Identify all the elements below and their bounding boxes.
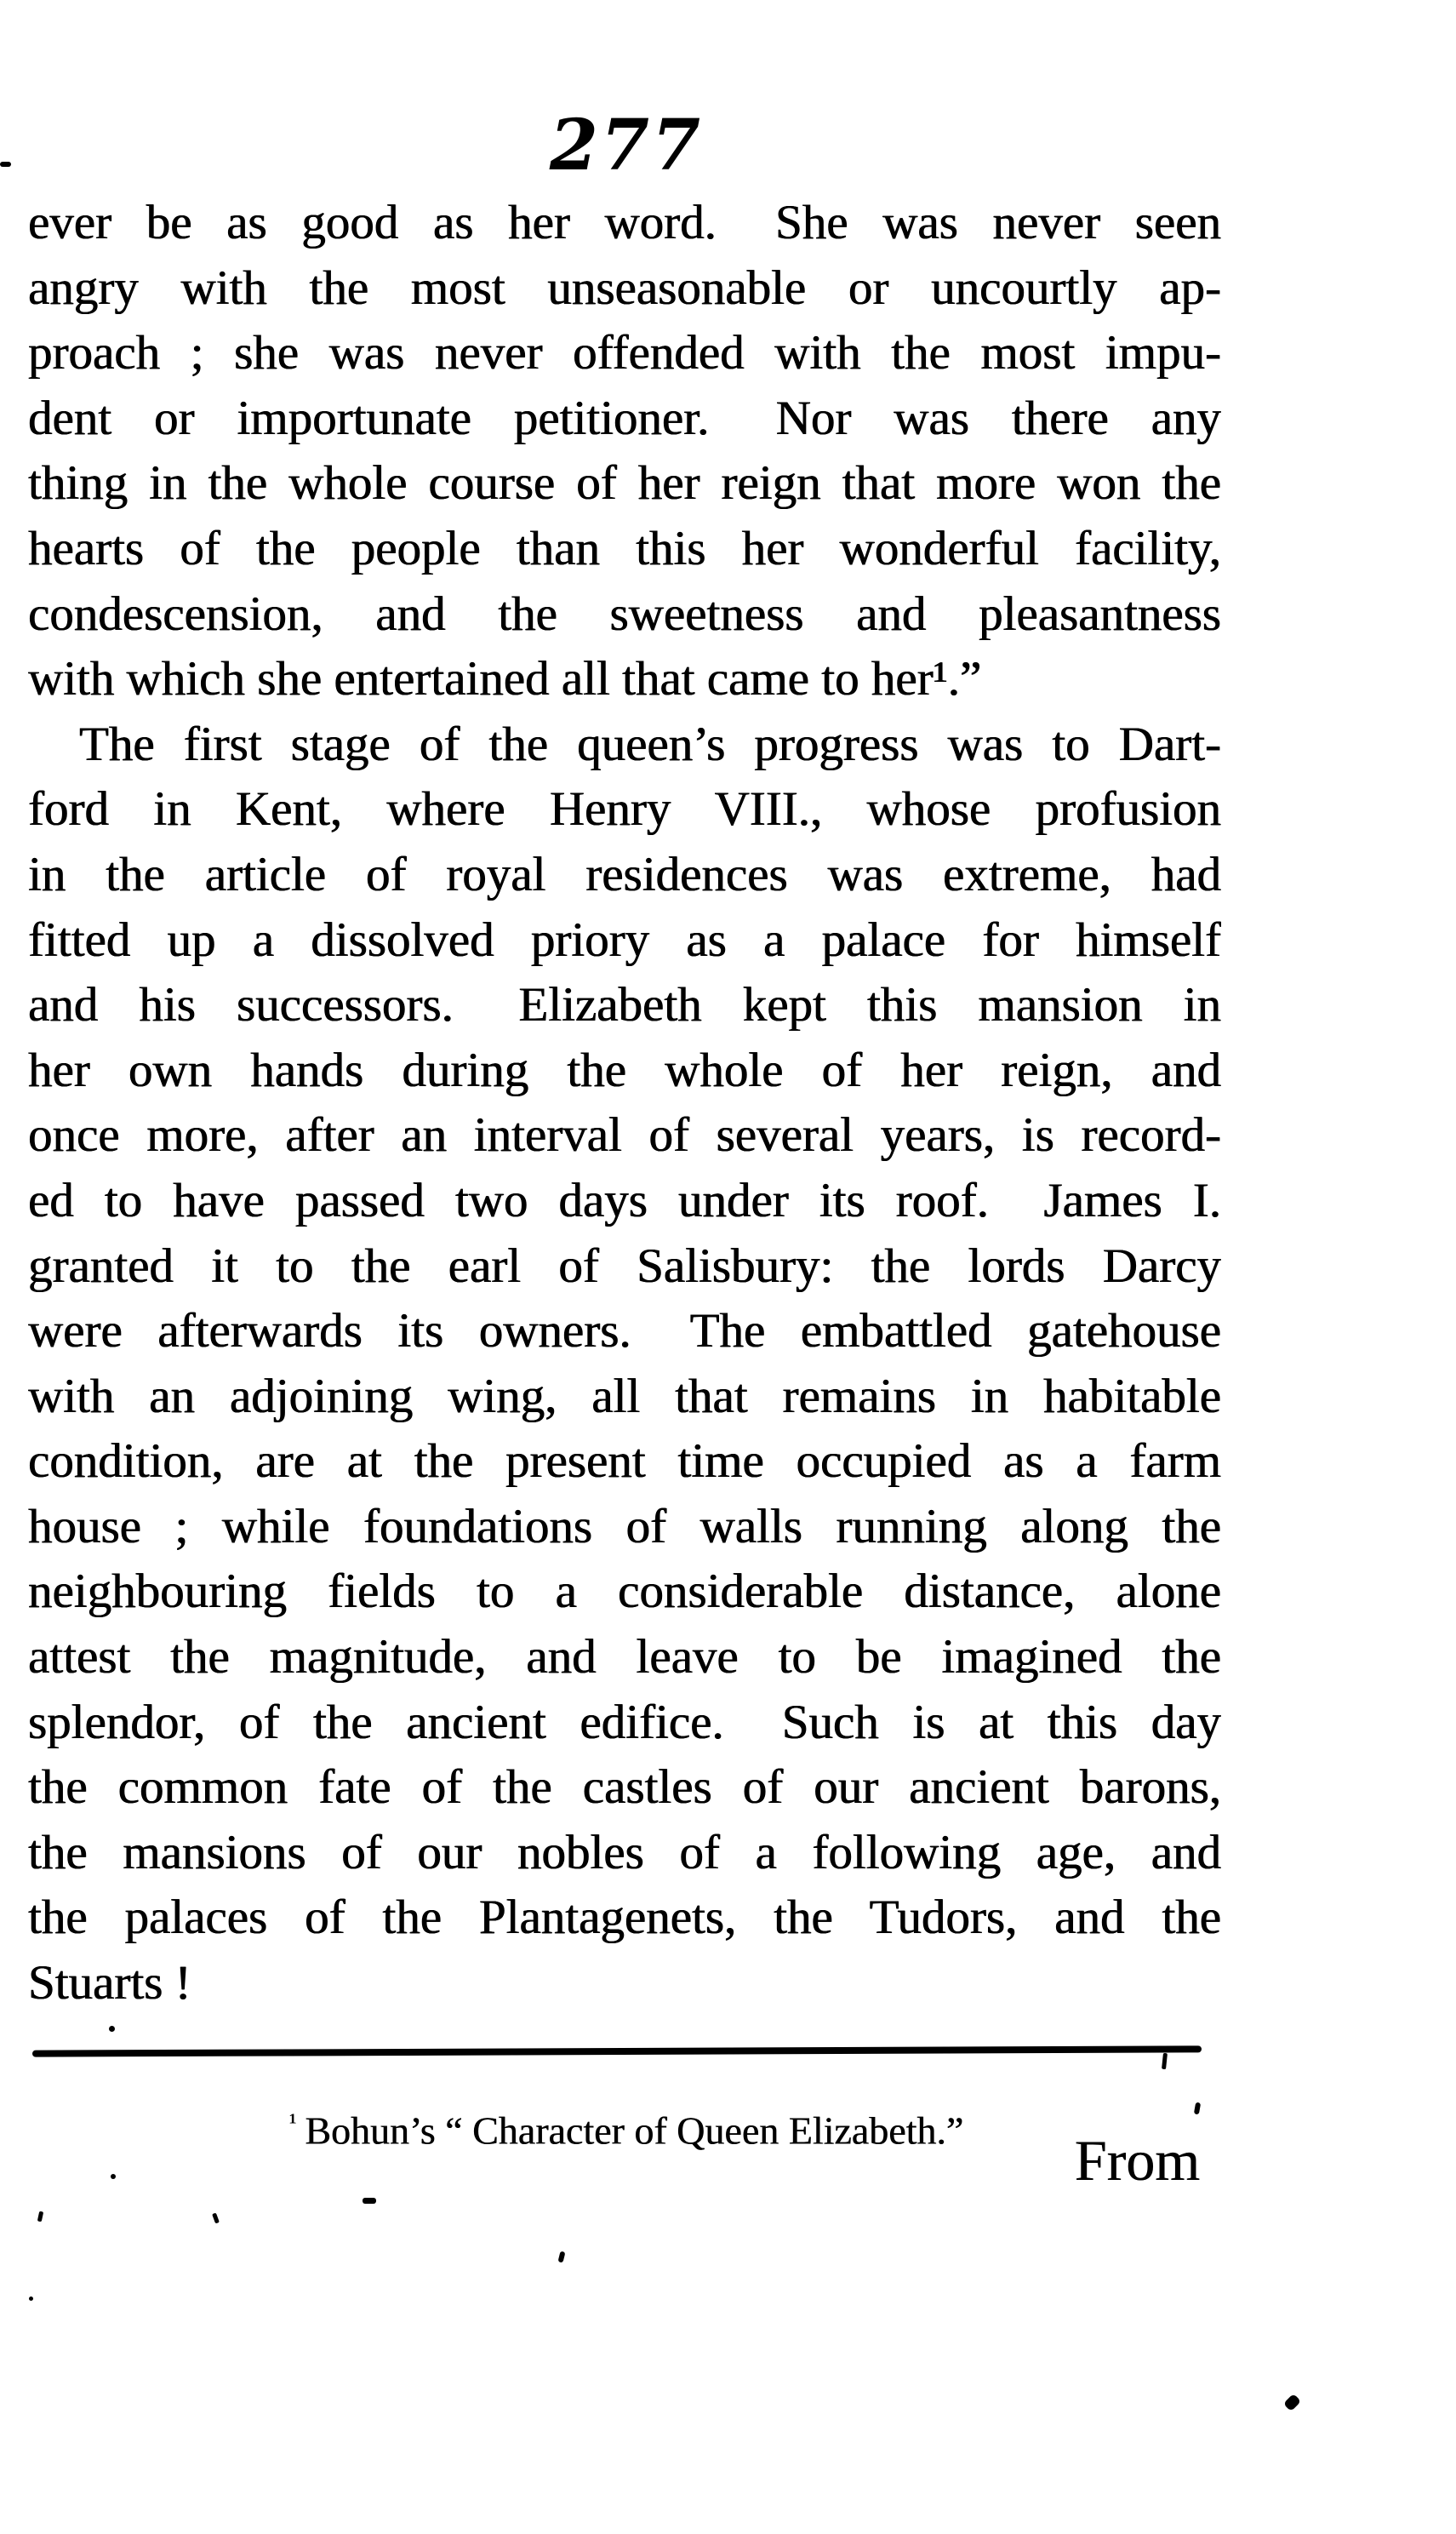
ink-speck xyxy=(558,2251,566,2262)
text-line: dent or importunate petitioner. Nor was there any xyxy=(28,391,1221,445)
footnote-text: Bohun’s “ Character of Queen Elizabeth.” xyxy=(305,2108,964,2153)
text-line: hearts of the people than this her wonderful facility, xyxy=(28,521,1221,575)
catchword: From xyxy=(1074,2128,1200,2193)
text-line: once more, after an interval of several years, is record- xyxy=(28,1108,1221,1163)
text-line: condescension, and the sweetness and pleasantness xyxy=(28,586,1221,641)
footnote-rule-tick xyxy=(1162,2053,1168,2069)
text-line: ford in Kent, where Henry VIII., whose profusion xyxy=(28,782,1221,837)
ink-speck xyxy=(109,2026,115,2032)
text-line: proach ; she was never offended with the most impu- xyxy=(28,326,1221,380)
text-line: were afterwards its owners. The embattled gatehouse xyxy=(28,1304,1221,1359)
ink-speck xyxy=(212,2213,220,2224)
text-line: angry with the most unseasonable or uncourtly ap- xyxy=(28,260,1221,315)
body-text xyxy=(28,191,1221,2016)
text-line: the palaces of the Plantagenets, the Tudors, and the xyxy=(28,1890,1221,1945)
ink-speck xyxy=(1283,2394,1301,2411)
text-line: in the article of royal residences was extreme, had xyxy=(28,847,1221,901)
text-line: with which she entertained all that came to her¹.” xyxy=(28,652,982,706)
text-line: ed to have passed two days under its roof. James I. xyxy=(28,1173,1221,1227)
footnote-rule xyxy=(32,2045,1202,2056)
text-line: fitted up a dissolved priory as a palace for himself xyxy=(28,912,1221,967)
text-line: The first stage of the queen’s progress was to Dart- xyxy=(79,717,1221,771)
text-line: granted it to the earl of Salisbury: the lords Darcy xyxy=(28,1238,1221,1293)
ink-speck xyxy=(37,2211,43,2222)
text-line: the mansions of our nobles of a following age, and xyxy=(28,1825,1221,1879)
ink-speck xyxy=(363,2198,376,2204)
footnote-marker: ¹ xyxy=(288,2109,297,2136)
text-line: thing in the whole course of her reign that more won the xyxy=(28,456,1221,511)
text-line: with an adjoining wing, all that remains in habitable xyxy=(28,1369,1221,1423)
text-line: condition, are at the present time occupied as a farm xyxy=(28,1434,1221,1489)
text-line: Stuarts ! xyxy=(28,1956,191,2011)
text-line: house ; while foundations of walls running along the xyxy=(28,1499,1221,1553)
text-line: the common fate of the castles of our ancient barons, xyxy=(28,1760,1221,1815)
text-line: attest the magnitude, and leave to be imagined the xyxy=(28,1630,1221,1685)
text-line: splendor, of the ancient edifice. Such is at this day xyxy=(28,1695,1221,1749)
text-line: neighbouring fields to a considerable distance, alone xyxy=(28,1564,1221,1619)
ink-speck xyxy=(0,162,11,167)
text-line: ever be as good as her word. She was never seen xyxy=(28,196,1221,249)
text-line: her own hands during the whole of her reign, and xyxy=(28,1043,1221,1097)
ink-speck xyxy=(29,2297,33,2301)
ink-speck xyxy=(111,2174,116,2179)
page-number: 277 xyxy=(549,105,704,186)
text-line: and his successors. Elizabeth kept this mansion in xyxy=(28,978,1221,1032)
